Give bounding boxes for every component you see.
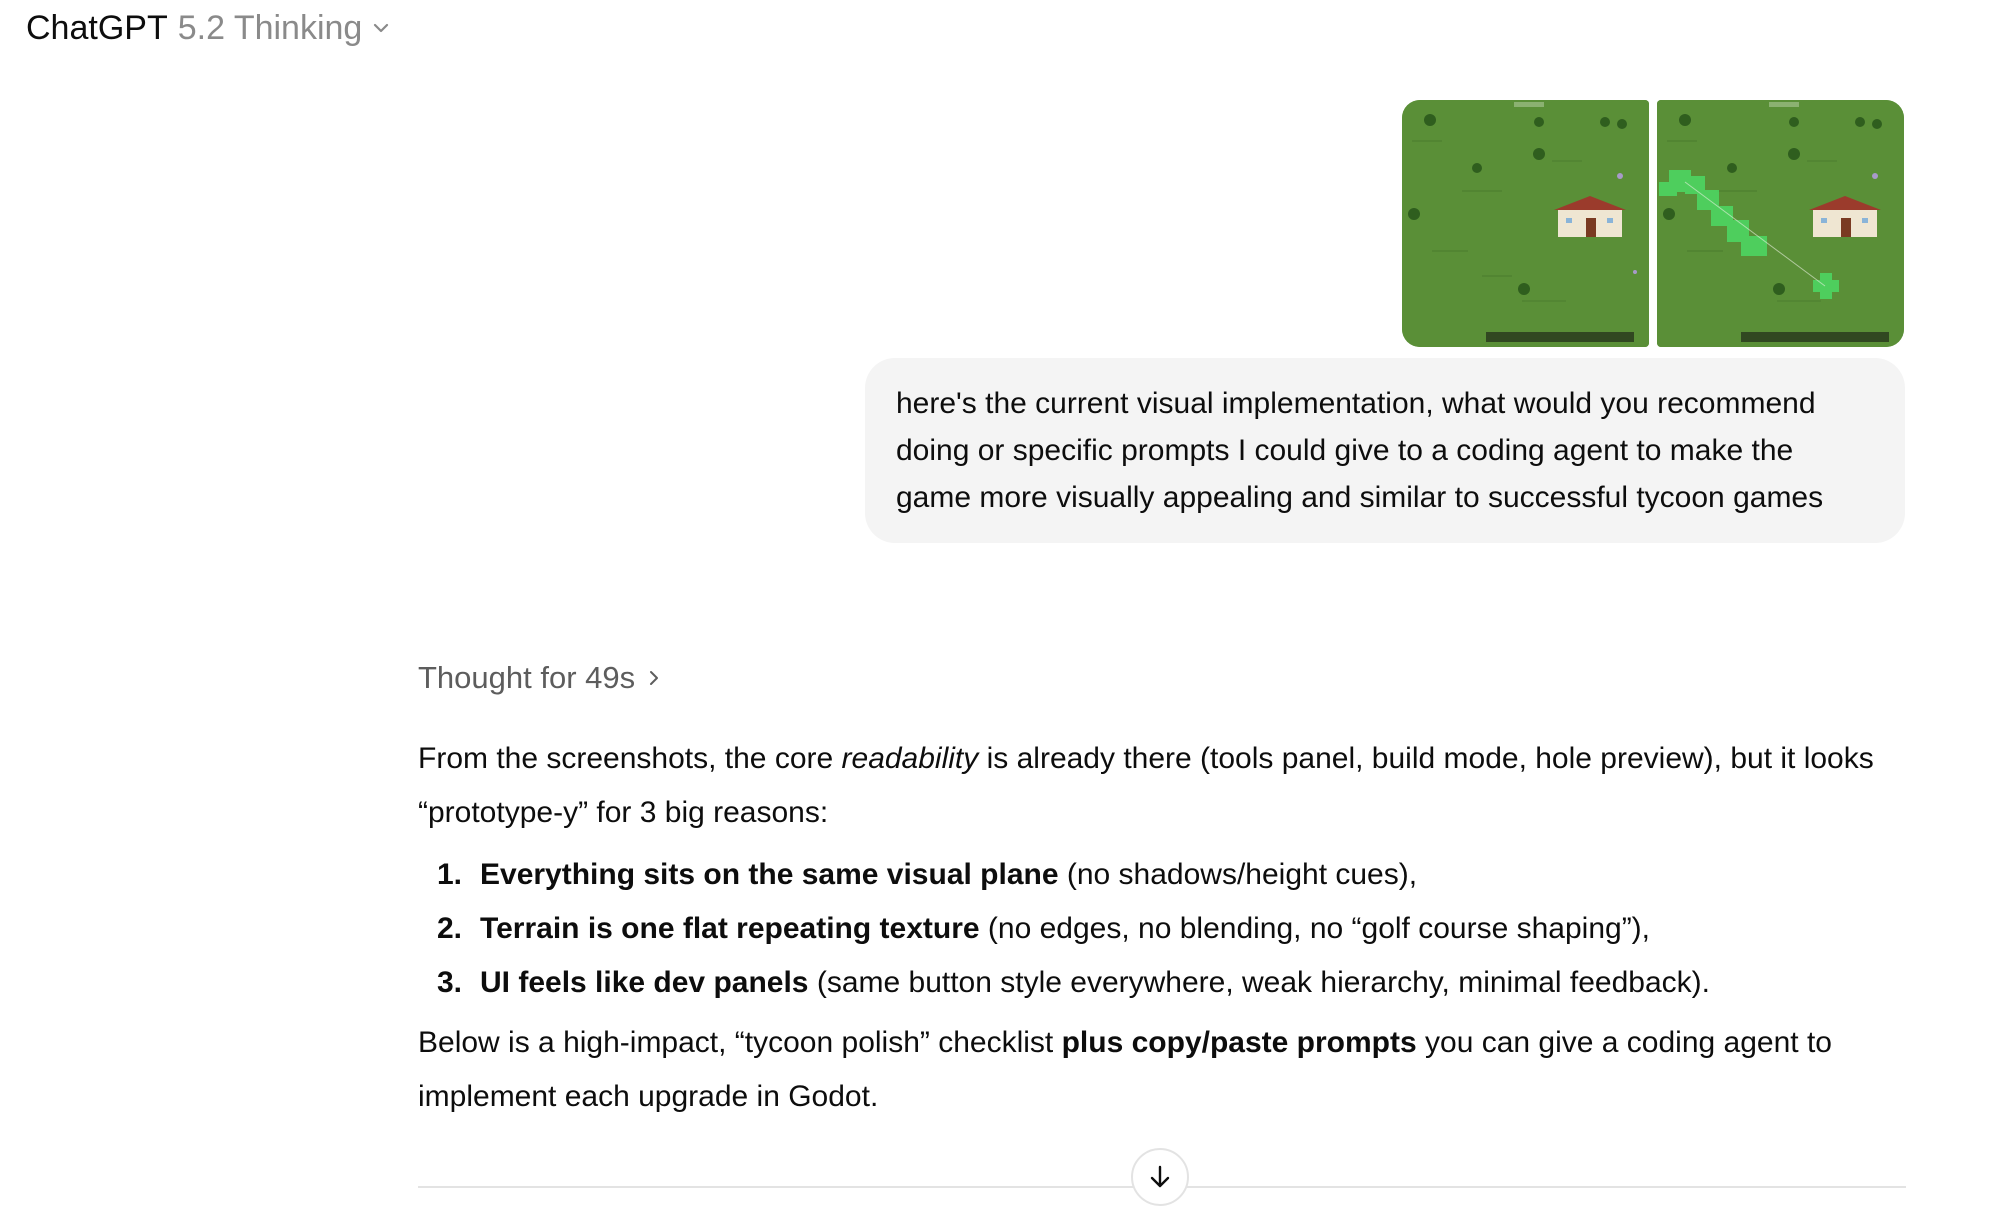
thought-label: Thought for 49s bbox=[418, 660, 636, 695]
list-item-bold: Everything sits on the same visual plane bbox=[480, 858, 1059, 891]
outro-emphasis: plus copy/paste prompts bbox=[1061, 1026, 1417, 1059]
outro-paragraph bbox=[418, 1016, 1898, 1124]
chevron-down-icon bbox=[370, 17, 392, 39]
list-item-bold: UI feels like dev panels bbox=[480, 966, 809, 999]
assistant-message bbox=[418, 732, 1898, 1124]
list-item bbox=[418, 956, 1898, 1010]
intro-text-end: is already there (tools panel, build mode, hole preview), but it looks “prototype-y” for 3 big reasons: bbox=[418, 742, 1874, 829]
arrow-down-icon bbox=[1145, 1162, 1175, 1192]
list-item-text: (no shadows/height cues), bbox=[1058, 858, 1418, 891]
list-item-bold: Terrain is one flat repeating texture bbox=[480, 912, 980, 945]
scroll-to-bottom-button[interactable] bbox=[1131, 1148, 1189, 1206]
list-number: 2. bbox=[436, 912, 462, 945]
outro-text-end: you can give a coding agent to implement each upgrade in Godot. bbox=[418, 1026, 1832, 1113]
brand-name: ChatGPT bbox=[26, 8, 168, 47]
chevron-right-icon bbox=[647, 667, 663, 689]
list-number: 3. bbox=[436, 966, 462, 999]
model-name: 5.2 Thinking bbox=[177, 8, 363, 47]
list-item-text: (no edges, no blending, no “golf course shaping”), bbox=[979, 912, 1651, 945]
user-message: here's the current visual implementation, what would you recommend doing or specific prompts I could give to a coding agent to make the game more visually appealing and similar to successful tycoon games bbox=[865, 358, 1905, 543]
list-item bbox=[418, 902, 1898, 956]
list-item bbox=[418, 848, 1898, 902]
game-screenshot-image bbox=[1402, 100, 1649, 347]
game-screenshot-image bbox=[1657, 100, 1904, 347]
reasons-list bbox=[418, 848, 1898, 1010]
attachment-image[interactable] bbox=[1657, 100, 1904, 347]
thought-toggle[interactable] bbox=[418, 660, 663, 696]
list-number: 1. bbox=[436, 858, 462, 891]
intro-paragraph bbox=[418, 732, 1898, 840]
outro-text: Below is a high-impact, “tycoon polish” checklist bbox=[418, 1026, 1062, 1059]
intro-text: From the screenshots, the core bbox=[418, 742, 842, 775]
intro-emphasis: readability bbox=[841, 742, 979, 775]
attachment-image[interactable] bbox=[1402, 100, 1649, 347]
list-item-text: (same button style everywhere, weak hierarchy, minimal feedback). bbox=[808, 966, 1710, 999]
attachments bbox=[1402, 100, 1904, 347]
model-selector[interactable] bbox=[26, 8, 392, 48]
